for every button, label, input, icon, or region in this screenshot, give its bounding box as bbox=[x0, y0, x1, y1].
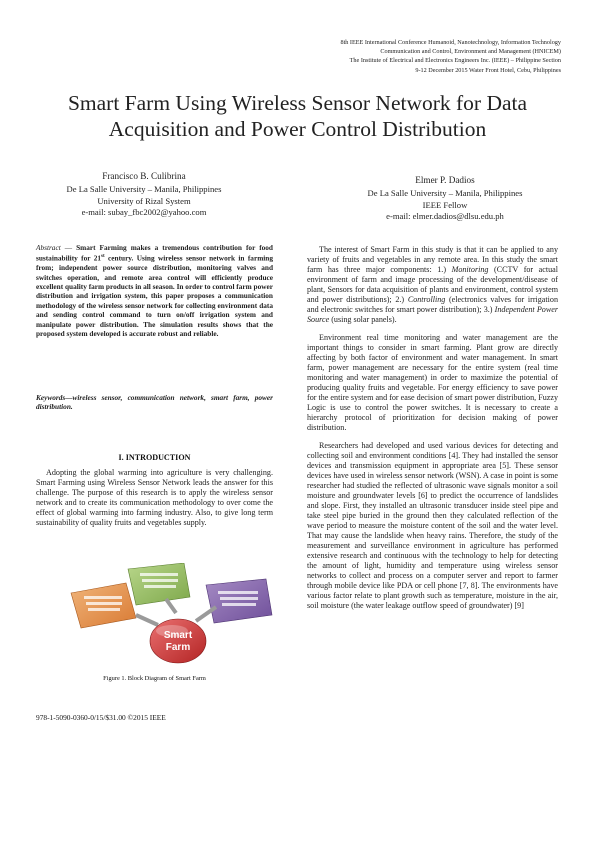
author-affiliation: De La Salle University – Manila, Philippines bbox=[367, 188, 523, 199]
author-email: e-mail: subay_fbc2002@yahoo.com bbox=[81, 207, 207, 218]
author-name: Francisco B. Culibrina bbox=[102, 171, 186, 181]
figure-caption: Figure 1. Block Diagram of Smart Farm bbox=[103, 675, 206, 682]
p1-text-d: (using solar panels). bbox=[329, 315, 397, 324]
conference-line: 8th IEEE International Conference Humanoid, Nanotechnology, Information Technology bbox=[340, 39, 561, 46]
abstract-superscript: st bbox=[101, 254, 105, 260]
abstract-label: Abstract bbox=[36, 243, 61, 252]
author-name: Elmer P. Dadios bbox=[415, 175, 475, 185]
p1-text-a: The interest of Smart Farm in this study is that it can be applied to any variety of fruits and vegetables in any remote area. In this study the smart farm has three major components: 1.) bbox=[307, 245, 558, 274]
title-line-2: Acquisition and Power Control Distribution bbox=[108, 117, 487, 141]
purple-block bbox=[206, 579, 272, 623]
smart-farm-center-circle bbox=[150, 619, 206, 663]
arrow-to-green bbox=[166, 599, 176, 613]
orange-block bbox=[71, 583, 136, 628]
conference-line: The Institute of Electrical and Electronics Engineers Inc. (IEEE) – Philippine Section bbox=[349, 57, 561, 65]
p1-controlling: Controlling bbox=[407, 295, 446, 304]
smart-farm-block-diagram bbox=[66, 563, 276, 673]
author-affiliation: University of Rizal System bbox=[97, 195, 191, 206]
abstract-text-a: Smart Farming makes a tremendous contribution for food sustainability for 21 bbox=[36, 243, 273, 263]
p1-independent: Independent Power Source bbox=[307, 305, 558, 324]
arrow-to-orange bbox=[136, 615, 158, 625]
p1-monitoring: Monitoring bbox=[451, 265, 489, 274]
abstract bbox=[36, 243, 273, 338]
author-affiliation: IEEE Fellow bbox=[422, 199, 468, 210]
conference-line: 9-12 December 2015 Water Front Hotel, Cebu, Philippines bbox=[415, 66, 561, 74]
center-label-2: Farm bbox=[165, 642, 191, 653]
introduction-paragraph: Adopting the global warming into agriculture is very challenging. Smart Farming using Wireless Sensor Network leads the answer for this challenge. The purpose of this research is to apply the wireless sensor network and to create its communication methodology to over come the effect of global warming into farming industry. Also, to give long term sustainability of quality fruits and vegetables supply. bbox=[36, 468, 273, 527]
conference-header bbox=[201, 38, 561, 75]
author-affiliation: De La Salle University – Manila, Philippines bbox=[66, 184, 222, 195]
author-block-2 bbox=[330, 175, 560, 223]
center-label-1: Smart bbox=[163, 630, 193, 641]
right-paragraph-2: Environment real time monitoring and water management are the important things to consider in smart farming. Plant grow are directly affecting by both factor of environment and water management. In smart farm, power management are necessary for the entire system (real time monitoring and water management) in order to maximize the potential of producing quality fruits and vegetable. For energy efficiency to save power for the entire system and for ease decision of smart power distribution, Fuzzy Logic is use to control the power switches. It is necessary to create a hierarchy protocol of prioritization for decision making of power distribution. bbox=[307, 333, 558, 432]
abstract-text-b: century. Using wireless sensor network in farming from; independent power source distribution, monitoring valves and switches operation, and remote area control will efficiently produce excellent quality farm products in all season. In order to control farm power distribution and irrigation system, this paper proposes a communication methodology of the wireless sensor network for collecting environment data and sending control command to turn on/off irrigation system and manipulate power distribution. The simulation results shows that the proposed system developed is accurate robust and reliable. bbox=[36, 253, 274, 339]
abstract-dash: — bbox=[60, 243, 77, 252]
section-heading-introduction: I. INTRODUCTION bbox=[118, 453, 191, 462]
p1-text-b: (CCTV for actual environment of farm and image processing of the development/disease of plant, Sensors for data acquisition of plants and environment, control system and power distributions); 2.) bbox=[307, 265, 559, 304]
copyright-footer: 978-1-5090-0360-0/15/$31.00 ©2015 IEEE bbox=[36, 713, 166, 722]
right-column bbox=[307, 245, 558, 619]
keywords: Keywords—wireless sensor, communication network, smart farm, power distribution. bbox=[36, 393, 273, 412]
author-block-1 bbox=[44, 171, 244, 219]
right-paragraph-1 bbox=[307, 245, 558, 325]
right-paragraph-3: Researchers had developed and used various devices for detecting and collecting soil and environment conditions [4]. They had installed the sensor devices and transmission equipment in appropriate area [5]. These sensor devices have used in wireless sensor network (WSN). A case in point is some researcher had studied the reflected of ultrasonic wave signals monitor a soil moisture and groundwater levels [6] to predict the occurrence of landslides and slope. First, they installed an ultrasonic transducer inside steel pipe and take steel pipe buried in the ground then they calculated reflection of the wave period to measure the moisture content of the soil and the water level. That may cause the landslide when heavy rains. Therefore, the study of the measurement and surveillance environment in agriculture has performed extensive research and continuous with the technology to help for detecting the amount of light, humidity and temperature using wireless sensor networks to collect and process on a computer server and report to farmer through mobile device like PDA or cell phone [7, 8]. The environments have various factor relate to plant growth such as temperature, moisture in the air, soil moisture (the water leakage outflow speed of groundwater) [9] bbox=[307, 441, 558, 610]
conference-line: Communication and Control, Environment and Management (HNICEM) bbox=[380, 48, 561, 56]
title-line-1: Smart Farm Using Wireless Sensor Network for Data bbox=[67, 91, 528, 115]
p1-text-c: (electronics valves for irrigation and electronic switches for smart power distribution); 3.) bbox=[307, 295, 558, 314]
paper-title bbox=[20, 90, 575, 142]
green-block bbox=[128, 563, 190, 605]
author-email: e-mail: elmer.dadios@dlsu.edu.ph bbox=[386, 211, 504, 222]
